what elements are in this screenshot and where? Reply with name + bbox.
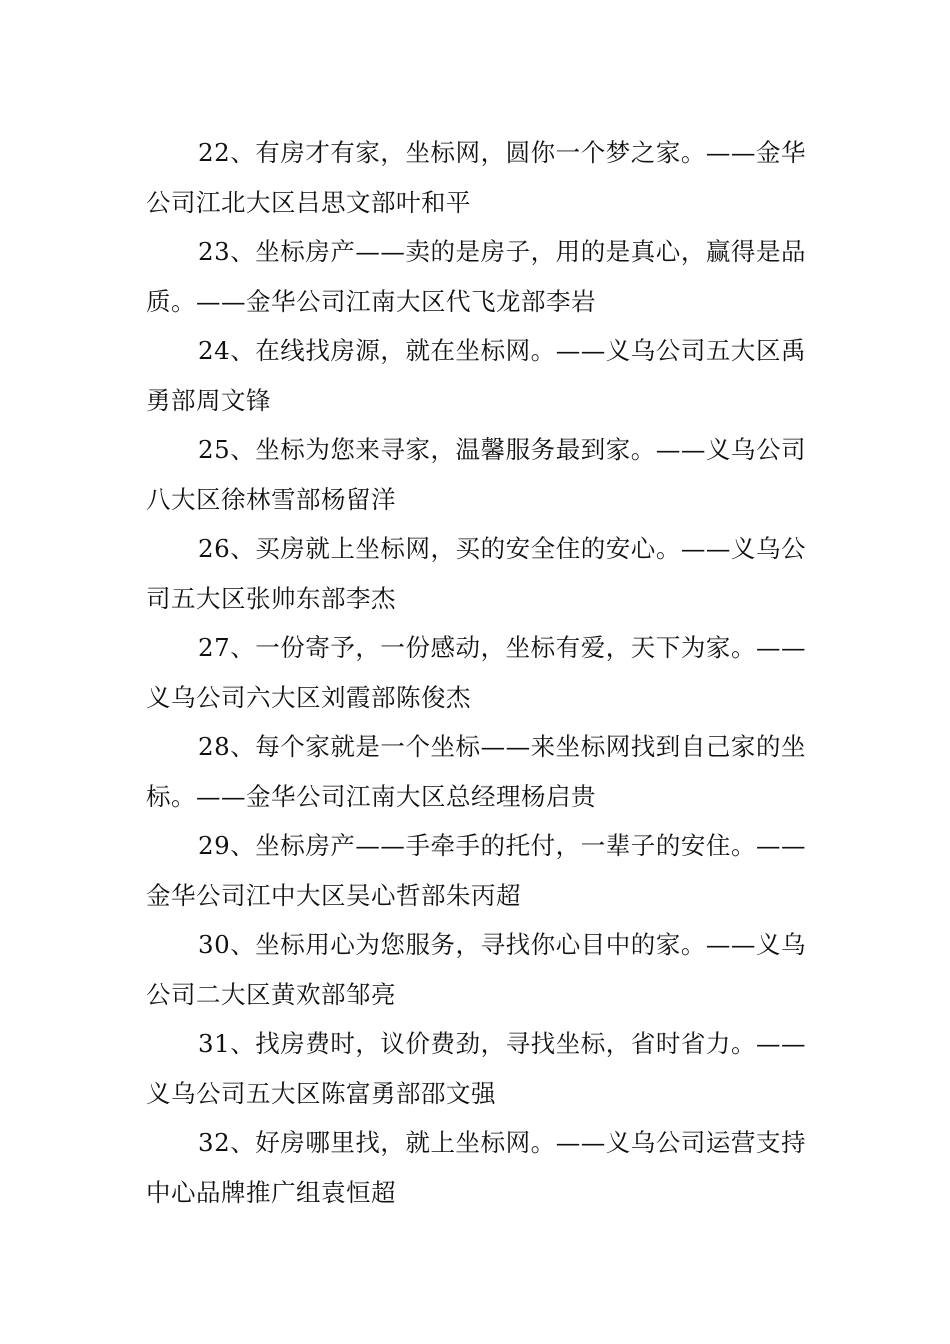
slogan-paragraph-32: 32、好房哪里找，就上坐标网。——义乌公司运营支持中心品牌推广组袁恒超 (146, 1128, 806, 1207)
slogan-paragraph-26: 26、买房就上坐标网，买的安全住的安心。——义乌公司五大区张帅东部李杰 (146, 534, 806, 613)
slogan-paragraph-28: 28、每个家就是一个坐标——来坐标网找到自己家的坐标。——金华公司江南大区总经理杨启贵 (146, 732, 806, 811)
slogan-paragraph-22: 22、有房才有家，坐标网，圆你一个梦之家。——金华公司江北大区吕思文部叶和平 (146, 138, 806, 217)
slogan-paragraph-23: 23、坐标房产——卖的是房子，用的是真心，赢得是品质。——金华公司江南大区代飞龙部李岩 (146, 237, 806, 316)
slogan-paragraph-25: 25、坐标为您来寻家，温馨服务最到家。——义乌公司八大区徐林雪部杨留洋 (146, 435, 806, 514)
slogan-paragraph-27: 27、一份寄予，一份感动，坐标有爱，天下为家。——义乌公司六大区刘霞部陈俊杰 (146, 633, 806, 712)
document-page (146, 128, 806, 1217)
slogan-paragraph-29: 29、坐标房产——手牵手的托付，一辈子的安住。——金华公司江中大区吴心哲部朱丙超 (146, 831, 806, 910)
slogan-paragraph-24: 24、在线找房源，就在坐标网。——义乌公司五大区禹勇部周文锋 (146, 336, 806, 415)
slogan-paragraph-31: 31、找房费时，议价费劲，寻找坐标，省时省力。——义乌公司五大区陈富勇部邵文强 (146, 1029, 806, 1108)
slogan-paragraph-30: 30、坐标用心为您服务，寻找你心目中的家。——义乌公司二大区黄欢部邹亮 (146, 930, 806, 1009)
